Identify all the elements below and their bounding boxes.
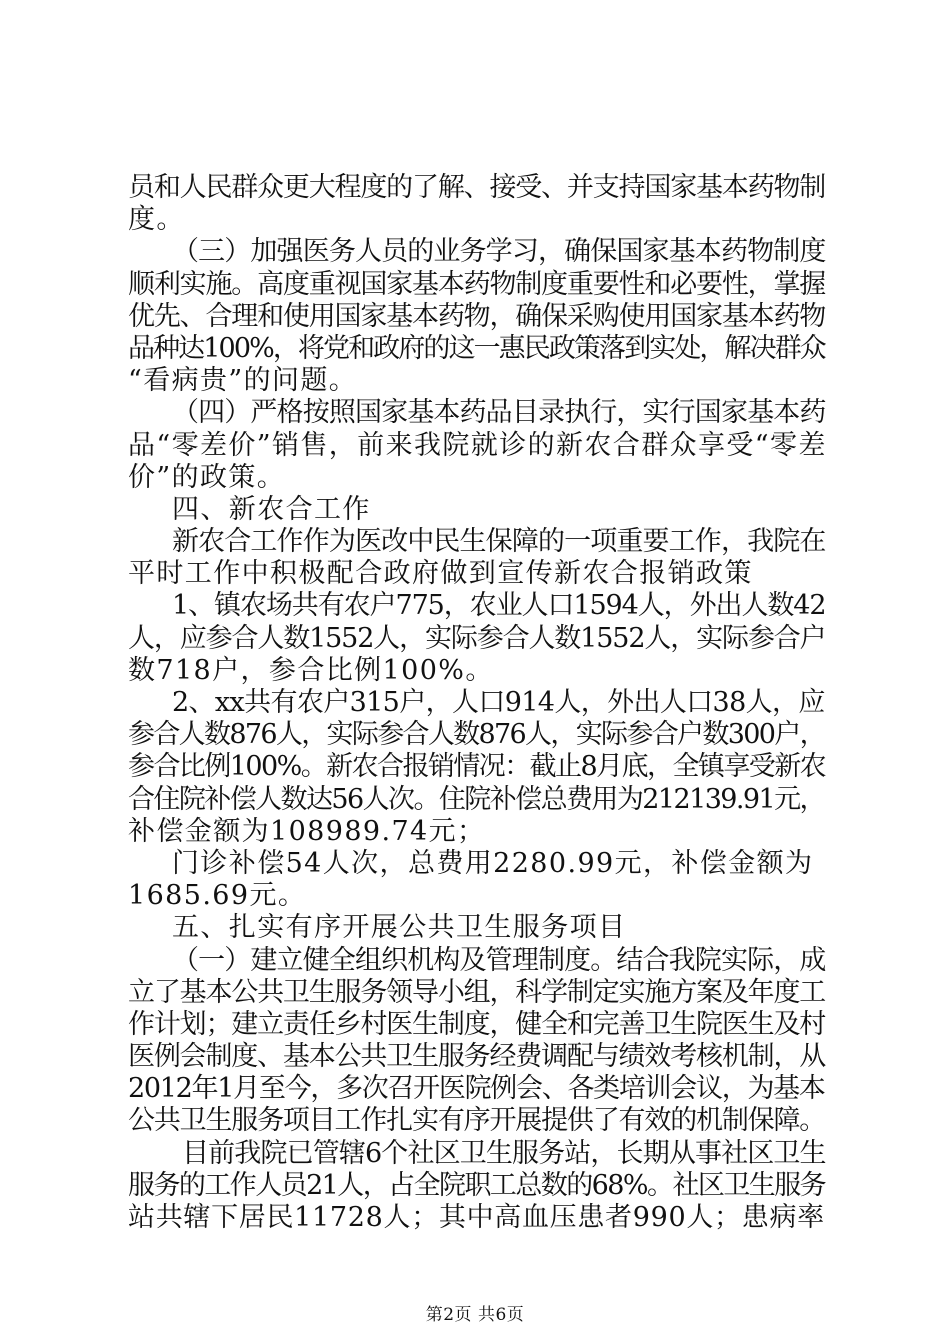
text-line: 目前我院已管辖6个社区卫生服务站，长期从事社区卫生 [182, 1137, 826, 1169]
text-line: 人，应参合人数1552人，实际参合人数1552人，实际参合户 [128, 622, 826, 654]
text-line: 立了基本公共卫生服务领导小组，科学制定实施方案及年度工 [128, 976, 826, 1008]
text-line: 门诊补偿54人次，总费用2280.99元，补偿金额为 [172, 847, 814, 879]
text-line: 2012年1月至今，多次召开医院例会、各类培训会议，为基本 [128, 1073, 825, 1105]
text-line: 服务的工作人员21人，占全院职工总数的68%。社区卫生服务 [128, 1169, 826, 1201]
text-line: （一）建立健全组织机构及管理制度。结合我院实际，成 [172, 944, 826, 976]
text-line: 品“零差价”销售，前来我院就诊的新农合群众享受“零差 [128, 429, 827, 461]
text-line: 医例会制度、基本公共卫生服务经费调配与绩效考核机制，从 [128, 1041, 826, 1073]
text-line: 顺利实施。高度重视国家基本药物制度重要性和必要性，掌握 [128, 268, 826, 300]
document-body [128, 172, 828, 1234]
text-line: 合住院补偿人数达56人次。住院补偿总费用为212139.91元， [128, 783, 825, 815]
page-footer: 第2页 共6页 [425, 1305, 525, 1325]
text-line: 1685.69元。 [128, 880, 307, 912]
text-line: 公共卫生服务项目工作扎实有序开展提供了有效的机制保障。 [128, 1105, 826, 1137]
text-line: 参合比例100%。新农合报销情况：截止8月底，全镇享受新农 [128, 751, 826, 783]
text-line: （三）加强医务人员的业务学习，确保国家基本药物制度 [172, 236, 826, 268]
text-line: 2、xx共有农户315户，人口914人，外出人口38人，应 [172, 687, 825, 718]
text-line: 数718户，参合比例100%。 [128, 654, 494, 686]
text-line: 五、扎实有序开展公共卫生服务项目 [172, 912, 627, 944]
text-line: 新农合工作作为医改中民生保障的一项重要工作，我院在 [172, 526, 826, 558]
text-line: 1、镇农场共有农户775，农业人口1594人，外出人数42 [172, 590, 826, 622]
text-line: 平时工作中积极配合政府做到宣传新农合报销政策 [128, 558, 753, 590]
text-line: 作计划；建立责任乡村医生制度，健全和完善卫生院医生及村 [128, 1008, 826, 1040]
text-line: 参合人数876人，实际参合人数876人，实际参合户数300户， [128, 719, 825, 751]
text-line: 价”的政策。 [128, 461, 286, 493]
text-line: 站共辖下居民11728人；其中高血压患者990人；患病率 [128, 1202, 825, 1233]
text-line: 补偿金额为108989.74元； [128, 815, 486, 847]
text-line: （四）严格按照国家基本药品目录执行，实行国家基本药 [172, 397, 826, 429]
text-line: 优先、合理和使用国家基本药物，确保采购使用国家基本药物 [128, 300, 826, 332]
text-line: “看病贵”的问题。 [128, 365, 358, 397]
text-line: 四、新农合工作 [172, 493, 371, 525]
text-line: 度。 [128, 204, 185, 236]
text-line: 品种达100%，将党和政府的这一惠民政策落到实处，解决群众 [128, 332, 825, 364]
text-line: 员和人民群众更大程度的了解、接受、并支持国家基本药物制 [128, 172, 826, 203]
